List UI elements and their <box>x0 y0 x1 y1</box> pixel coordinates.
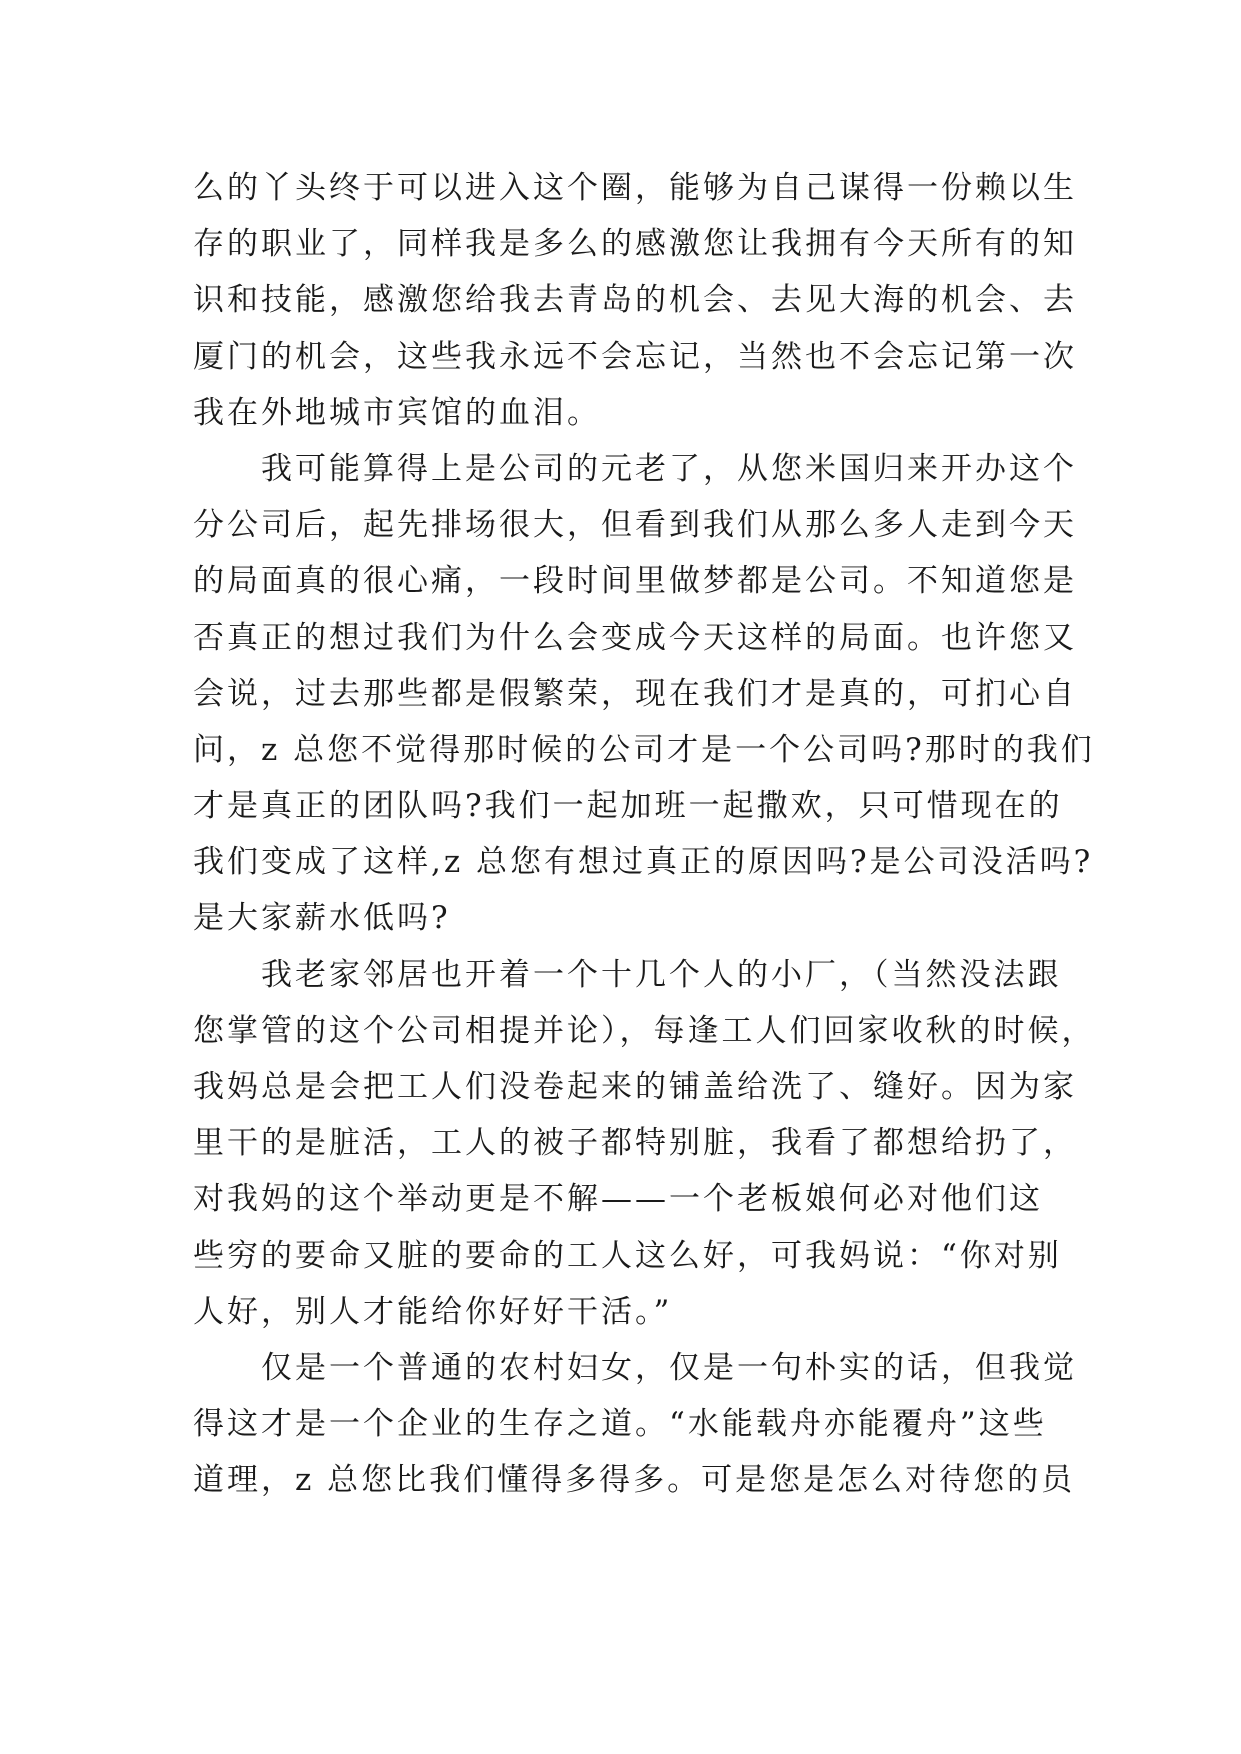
text-line: 些穷的要命又脏的要命的工人这么好，可我妈说：“你对别 <box>193 1237 1062 1274</box>
text-line: 对我妈的这个举动更是不解——一个老板娘何必对他们这 <box>193 1181 1043 1218</box>
text-line: 您掌管的这个公司相提并论），每逢工人们回家收秋的时候， <box>193 1012 1096 1049</box>
text-line: 才是真正的团队吗?我们一起加班一起撒欢，只可惜现在的 <box>193 788 1063 825</box>
text-line: 存的职业了，同样我是多么的感激您让我拥有今天所有的知 <box>193 226 1077 263</box>
body-text <box>193 160 1096 1509</box>
text-line: 道理，z 总您比我们懂得多得多。可是您是怎么对待您的员 <box>193 1462 1076 1499</box>
text-line: 我在外地城市宾馆的血泪。 <box>193 394 601 431</box>
text-line: 的局面真的很心痛，一段时间里做梦都是公司。不知道您是 <box>193 563 1077 600</box>
text-line: 我们变成了这样,z 总您有想过真正的原因吗?是公司没活吗? <box>193 844 1094 881</box>
text-line: 么的丫头终于可以进入这个圈，能够为自己谋得一份赖以生 <box>193 170 1077 206</box>
text-line: 里干的是脏活，工人的被子都特别脏，我看了都想给扔了， <box>193 1125 1077 1162</box>
text-line: 问，z 总您不觉得那时候的公司才是一个公司吗?那时的我们 <box>193 731 1095 768</box>
text-line: 分公司后，起先排场很大，但看到我们从那么多人走到今天 <box>193 507 1077 544</box>
text-line: 识和技能，感激您给我去青岛的机会、去见大海的机会、去 <box>193 282 1077 319</box>
paragraph-first-line: 我老家邻居也开着一个十几个人的小厂，（当然没法跟 <box>261 956 1062 993</box>
text-line: 厦门的机会，这些我永远不会忘记，当然也不会忘记第一次 <box>193 338 1077 375</box>
text-line: 会说，过去那些都是假繁荣，现在我们才是真的，可扪心自 <box>193 675 1077 712</box>
paragraph-first-line: 仅是一个普通的农村妇女，仅是一句朴实的话，但我觉 <box>261 1349 1077 1386</box>
text-line: 我妈总是会把工人们没卷起来的铺盖给洗了、缝好。因为家 <box>193 1069 1077 1105</box>
paragraph-first-line: 我可能算得上是公司的元老了，从您米国归来开办这个 <box>261 450 1077 487</box>
text-line: 是大家薪水低吗? <box>193 900 451 937</box>
text-line: 否真正的想过我们为什么会变成今天这样的局面。也许您又 <box>193 619 1077 656</box>
text-line: 人好，别人才能给你好好干活。” <box>193 1293 673 1330</box>
text-line: 得这才是一个企业的生存之道。“水能载舟亦能覆舟”这些 <box>193 1406 1047 1443</box>
